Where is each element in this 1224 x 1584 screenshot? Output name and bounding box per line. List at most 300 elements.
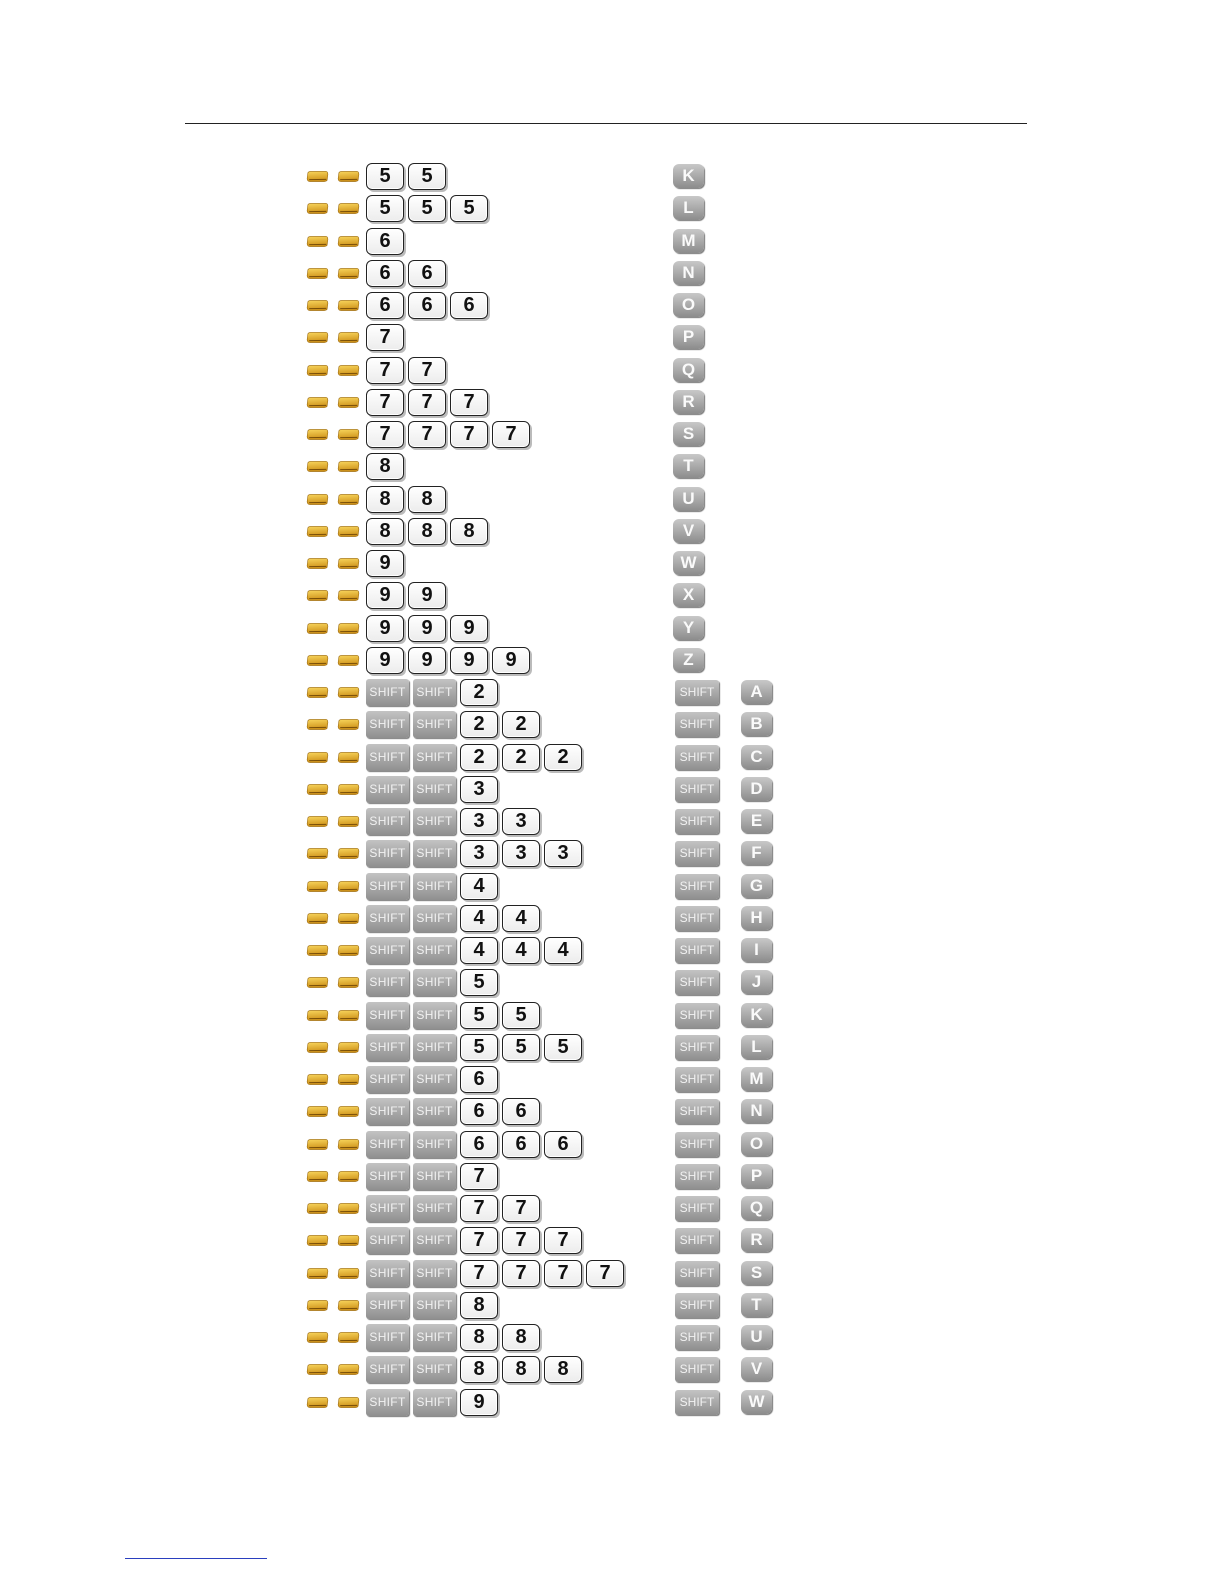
number-key: 9 xyxy=(366,647,404,674)
result-shift-key: SHIFT xyxy=(675,906,719,931)
result-shift-key: SHIFT xyxy=(675,1164,719,1189)
folded-hands-icon xyxy=(306,685,330,700)
folded-hands-icon xyxy=(306,1395,330,1410)
result-letter-key: S xyxy=(741,1261,772,1285)
shift-key: SHIFT xyxy=(413,679,456,706)
result-letter-key: J xyxy=(741,970,772,994)
result-shift-key: SHIFT xyxy=(675,1003,719,1028)
table-row xyxy=(0,1324,1224,1354)
folded-hands-icon xyxy=(337,943,361,958)
shift-key: SHIFT xyxy=(366,1260,409,1287)
result-letter-key: A xyxy=(741,680,772,704)
folded-hands-icon xyxy=(337,653,361,668)
number-key: 7 xyxy=(502,1260,540,1287)
result-letter-key: B xyxy=(741,712,772,736)
result-letter-key: D xyxy=(741,777,772,801)
table-row xyxy=(0,744,1224,774)
number-key: 7 xyxy=(366,421,404,448)
folded-hands-icon xyxy=(306,1040,330,1055)
number-key: 9 xyxy=(492,647,530,674)
result-shift-key: SHIFT xyxy=(675,841,719,866)
shift-key: SHIFT xyxy=(366,1356,409,1383)
table-row xyxy=(0,1260,1224,1290)
folded-hands-icon xyxy=(306,492,330,507)
shift-key: SHIFT xyxy=(413,840,456,867)
folded-hands-icon xyxy=(306,298,330,313)
shift-key: SHIFT xyxy=(366,776,409,803)
folded-hands-icon xyxy=(337,1201,361,1216)
shift-key: SHIFT xyxy=(366,873,409,900)
shift-key: SHIFT xyxy=(366,937,409,964)
folded-hands-icon xyxy=(337,234,361,249)
folded-hands-icon xyxy=(337,1330,361,1345)
number-key: 8 xyxy=(366,453,404,480)
number-key: 4 xyxy=(502,905,540,932)
number-key: 9 xyxy=(450,615,488,642)
key-sequence xyxy=(366,905,544,935)
number-key: 8 xyxy=(544,1356,582,1383)
table-row xyxy=(0,324,1224,354)
result-shift-key: SHIFT xyxy=(675,1067,719,1092)
key-sequence xyxy=(366,873,502,903)
folded-hands-icon xyxy=(337,975,361,990)
result-letter-key: O xyxy=(741,1132,772,1156)
result-shift-key: SHIFT xyxy=(675,1261,719,1286)
result-letter-key: S xyxy=(673,422,704,446)
folded-hands-icon xyxy=(306,621,330,636)
result-shift-key: SHIFT xyxy=(675,1196,719,1221)
table-row xyxy=(0,228,1224,258)
folded-hands-icon xyxy=(306,1072,330,1087)
result-letter-key: F xyxy=(741,841,772,865)
number-key: 7 xyxy=(408,421,446,448)
key-sequence xyxy=(366,1356,586,1386)
key-sequence xyxy=(366,1131,586,1161)
result-shift-key: SHIFT xyxy=(675,970,719,995)
result-letter-key: U xyxy=(673,487,704,511)
shift-key: SHIFT xyxy=(413,1066,456,1093)
number-key: 5 xyxy=(408,163,446,190)
folded-hands-icon xyxy=(306,814,330,829)
footnote-rule xyxy=(125,1558,267,1559)
result-letter-key: R xyxy=(741,1228,772,1252)
table-row xyxy=(0,1195,1224,1225)
number-key: 6 xyxy=(408,292,446,319)
number-key: 2 xyxy=(460,711,498,738)
number-key: 7 xyxy=(450,421,488,448)
number-key: 9 xyxy=(408,647,446,674)
folded-hands-icon xyxy=(306,1137,330,1152)
folded-hands-icon xyxy=(337,1008,361,1023)
folded-hands-icon xyxy=(337,524,361,539)
number-key: 6 xyxy=(460,1098,498,1125)
folded-hands-icon xyxy=(337,1395,361,1410)
table-row xyxy=(0,389,1224,419)
number-key: 4 xyxy=(460,905,498,932)
table-row xyxy=(0,1389,1224,1419)
result-shift-key: SHIFT xyxy=(675,874,719,899)
folded-hands-icon xyxy=(306,588,330,603)
shift-key: SHIFT xyxy=(413,1227,456,1254)
number-key: 3 xyxy=(502,808,540,835)
result-shift-key: SHIFT xyxy=(675,745,719,770)
result-shift-key: SHIFT xyxy=(675,1099,719,1124)
result-letter-key: W xyxy=(673,551,704,575)
key-sequence xyxy=(366,292,492,322)
result-letter-key: Z xyxy=(673,648,704,672)
folded-hands-icon xyxy=(337,685,361,700)
folded-hands-icon xyxy=(337,459,361,474)
folded-hands-icon xyxy=(337,1104,361,1119)
number-key: 5 xyxy=(460,1034,498,1061)
folded-hands-icon xyxy=(306,363,330,378)
number-key: 6 xyxy=(544,1131,582,1158)
table-row xyxy=(0,292,1224,322)
number-key: 6 xyxy=(460,1131,498,1158)
result-letter-key: K xyxy=(741,1003,772,1027)
key-sequence xyxy=(366,421,534,451)
number-key: 7 xyxy=(450,389,488,416)
key-sequence xyxy=(366,228,408,258)
key-sequence xyxy=(366,518,492,548)
shift-key: SHIFT xyxy=(366,1066,409,1093)
folded-hands-icon xyxy=(337,846,361,861)
table-row xyxy=(0,1131,1224,1161)
result-letter-key: Q xyxy=(673,358,704,382)
number-key: 6 xyxy=(366,292,404,319)
folded-hands-icon xyxy=(306,524,330,539)
key-sequence xyxy=(366,808,544,838)
folded-hands-icon xyxy=(306,234,330,249)
number-key: 7 xyxy=(586,1260,624,1287)
shift-key: SHIFT xyxy=(366,1131,409,1158)
number-key: 2 xyxy=(460,679,498,706)
table-row xyxy=(0,1356,1224,1386)
number-key: 9 xyxy=(366,615,404,642)
number-key: 8 xyxy=(460,1356,498,1383)
key-sequence xyxy=(366,1324,544,1354)
number-key: 9 xyxy=(460,1389,498,1416)
folded-hands-icon xyxy=(306,717,330,732)
number-key: 6 xyxy=(408,260,446,287)
number-key: 8 xyxy=(450,518,488,545)
table-row xyxy=(0,518,1224,548)
key-sequence xyxy=(366,1389,502,1419)
shift-key: SHIFT xyxy=(413,1292,456,1319)
result-letter-key: K xyxy=(673,164,704,188)
result-letter-key: H xyxy=(741,906,772,930)
folded-hands-icon xyxy=(306,459,330,474)
shift-key: SHIFT xyxy=(366,808,409,835)
number-key: 8 xyxy=(502,1324,540,1351)
key-sequence xyxy=(366,582,450,612)
number-key: 2 xyxy=(502,711,540,738)
table-row xyxy=(0,776,1224,806)
shift-key: SHIFT xyxy=(413,1260,456,1287)
folded-hands-icon xyxy=(337,363,361,378)
number-key: 7 xyxy=(366,324,404,351)
key-sequence xyxy=(366,1227,586,1257)
number-key: 6 xyxy=(502,1131,540,1158)
shift-key: SHIFT xyxy=(413,808,456,835)
result-letter-key: T xyxy=(741,1293,772,1317)
number-key: 7 xyxy=(460,1227,498,1254)
result-shift-key: SHIFT xyxy=(675,1228,719,1253)
key-sequence xyxy=(366,615,492,645)
table-row xyxy=(0,1066,1224,1096)
shift-key: SHIFT xyxy=(366,1227,409,1254)
number-key: 6 xyxy=(450,292,488,319)
folded-hands-icon xyxy=(337,1266,361,1281)
result-letter-key: L xyxy=(673,196,704,220)
result-letter-key: O xyxy=(673,293,704,317)
key-sequence xyxy=(366,1098,544,1128)
folded-hands-icon xyxy=(337,427,361,442)
number-key: 7 xyxy=(460,1195,498,1222)
folded-hands-icon xyxy=(337,814,361,829)
number-key: 3 xyxy=(460,840,498,867)
table-row xyxy=(0,647,1224,677)
number-key: 9 xyxy=(450,647,488,674)
key-sequence xyxy=(366,1195,544,1225)
shift-key: SHIFT xyxy=(413,873,456,900)
shift-key: SHIFT xyxy=(366,1098,409,1125)
shift-key: SHIFT xyxy=(413,744,456,771)
shift-key: SHIFT xyxy=(413,1002,456,1029)
folded-hands-icon xyxy=(306,782,330,797)
table-row xyxy=(0,1034,1224,1064)
shift-key: SHIFT xyxy=(413,1131,456,1158)
number-key: 2 xyxy=(460,744,498,771)
shift-key: SHIFT xyxy=(366,1034,409,1061)
result-shift-key: SHIFT xyxy=(675,1325,719,1350)
folded-hands-icon xyxy=(306,653,330,668)
result-shift-key: SHIFT xyxy=(675,809,719,834)
number-key: 7 xyxy=(502,1195,540,1222)
number-key: 4 xyxy=(460,873,498,900)
result-shift-key: SHIFT xyxy=(675,777,719,802)
shift-key: SHIFT xyxy=(366,1324,409,1351)
table-row xyxy=(0,421,1224,451)
result-letter-key: V xyxy=(741,1357,772,1381)
key-sequence xyxy=(366,1034,586,1064)
table-row xyxy=(0,453,1224,483)
folded-hands-icon xyxy=(306,330,330,345)
folded-hands-icon xyxy=(337,621,361,636)
key-sequence xyxy=(366,679,502,709)
shift-key: SHIFT xyxy=(413,937,456,964)
number-key: 9 xyxy=(366,550,404,577)
result-letter-key: M xyxy=(741,1067,772,1091)
result-letter-key: P xyxy=(673,325,704,349)
table-row xyxy=(0,1227,1224,1257)
result-letter-key: L xyxy=(741,1035,772,1059)
number-key: 7 xyxy=(492,421,530,448)
folded-hands-icon xyxy=(306,1330,330,1345)
shift-key: SHIFT xyxy=(366,905,409,932)
number-key: 5 xyxy=(366,163,404,190)
key-sequence xyxy=(366,744,586,774)
shift-key: SHIFT xyxy=(413,1324,456,1351)
result-letter-key: U xyxy=(741,1325,772,1349)
table-row xyxy=(0,711,1224,741)
folded-hands-icon xyxy=(337,169,361,184)
key-sequence xyxy=(366,1292,502,1322)
number-key: 2 xyxy=(502,744,540,771)
table-row xyxy=(0,163,1224,193)
result-letter-key: E xyxy=(741,809,772,833)
number-key: 9 xyxy=(408,582,446,609)
number-key: 5 xyxy=(366,195,404,222)
number-key: 7 xyxy=(366,389,404,416)
table-row xyxy=(0,1163,1224,1193)
shift-key: SHIFT xyxy=(413,1356,456,1383)
folded-hands-icon xyxy=(337,1233,361,1248)
folded-hands-icon xyxy=(337,879,361,894)
table-row xyxy=(0,873,1224,903)
number-key: 2 xyxy=(544,744,582,771)
number-key: 8 xyxy=(366,518,404,545)
table-row xyxy=(0,1002,1224,1032)
key-sequence xyxy=(366,969,502,999)
table-row xyxy=(0,840,1224,870)
folded-hands-icon xyxy=(306,1233,330,1248)
table-row xyxy=(0,357,1224,387)
result-letter-key: Q xyxy=(741,1196,772,1220)
shift-key: SHIFT xyxy=(366,1195,409,1222)
folded-hands-icon xyxy=(337,330,361,345)
number-key: 7 xyxy=(408,389,446,416)
number-key: 7 xyxy=(366,357,404,384)
number-key: 6 xyxy=(366,260,404,287)
number-key: 8 xyxy=(502,1356,540,1383)
shift-key: SHIFT xyxy=(366,1163,409,1190)
table-row xyxy=(0,905,1224,935)
table-row xyxy=(0,679,1224,709)
result-shift-key: SHIFT xyxy=(675,712,719,737)
number-key: 9 xyxy=(366,582,404,609)
shift-key: SHIFT xyxy=(413,1195,456,1222)
result-letter-key: V xyxy=(673,519,704,543)
number-key: 4 xyxy=(502,937,540,964)
key-sequence xyxy=(366,840,586,870)
result-shift-key: SHIFT xyxy=(675,680,719,705)
result-letter-key: C xyxy=(741,745,772,769)
folded-hands-icon xyxy=(306,169,330,184)
shift-key: SHIFT xyxy=(366,1389,409,1416)
number-key: 7 xyxy=(460,1163,498,1190)
table-row xyxy=(0,1292,1224,1322)
shift-key: SHIFT xyxy=(413,711,456,738)
number-key: 5 xyxy=(408,195,446,222)
key-sequence xyxy=(366,1163,502,1193)
shift-key: SHIFT xyxy=(366,969,409,996)
folded-hands-icon xyxy=(306,201,330,216)
folded-hands-icon xyxy=(306,1298,330,1313)
folded-hands-icon xyxy=(337,1072,361,1087)
key-sequence xyxy=(366,486,450,516)
result-letter-key: G xyxy=(741,874,772,898)
folded-hands-icon xyxy=(337,588,361,603)
key-sequence xyxy=(366,1066,502,1096)
folded-hands-icon xyxy=(337,395,361,410)
number-key: 8 xyxy=(460,1292,498,1319)
folded-hands-icon xyxy=(306,427,330,442)
number-key: 5 xyxy=(450,195,488,222)
folded-hands-icon xyxy=(337,201,361,216)
key-sequence xyxy=(366,647,534,677)
folded-hands-icon xyxy=(337,1137,361,1152)
folded-hands-icon xyxy=(306,1008,330,1023)
shift-key: SHIFT xyxy=(366,840,409,867)
number-key: 7 xyxy=(408,357,446,384)
table-row xyxy=(0,260,1224,290)
key-sequence xyxy=(366,195,492,225)
shift-key: SHIFT xyxy=(413,1389,456,1416)
folded-hands-icon xyxy=(306,1104,330,1119)
key-sequence xyxy=(366,389,492,419)
number-key: 7 xyxy=(544,1260,582,1287)
key-sequence xyxy=(366,163,450,193)
result-letter-key: I xyxy=(741,938,772,962)
folded-hands-icon xyxy=(337,717,361,732)
key-sequence xyxy=(366,260,450,290)
folded-hands-icon xyxy=(337,1362,361,1377)
result-shift-key: SHIFT xyxy=(675,1132,719,1157)
folded-hands-icon xyxy=(306,395,330,410)
folded-hands-icon xyxy=(306,1266,330,1281)
number-key: 6 xyxy=(502,1098,540,1125)
folded-hands-icon xyxy=(337,782,361,797)
table-row xyxy=(0,808,1224,838)
result-shift-key: SHIFT xyxy=(675,1035,719,1060)
folded-hands-icon xyxy=(337,556,361,571)
key-sequence xyxy=(366,357,450,387)
shift-key: SHIFT xyxy=(366,744,409,771)
table-row xyxy=(0,195,1224,225)
number-key: 3 xyxy=(460,776,498,803)
number-key: 5 xyxy=(502,1034,540,1061)
table-row xyxy=(0,582,1224,612)
result-letter-key: N xyxy=(741,1099,772,1123)
number-key: 7 xyxy=(460,1260,498,1287)
key-sequence xyxy=(366,937,586,967)
table-row xyxy=(0,615,1224,645)
folded-hands-icon xyxy=(337,298,361,313)
number-key: 4 xyxy=(544,937,582,964)
table-row xyxy=(0,937,1224,967)
shift-key: SHIFT xyxy=(366,711,409,738)
number-key: 3 xyxy=(544,840,582,867)
shift-key: SHIFT xyxy=(413,776,456,803)
result-letter-key: W xyxy=(741,1390,772,1414)
folded-hands-icon xyxy=(337,750,361,765)
key-sequence xyxy=(366,550,408,580)
result-shift-key: SHIFT xyxy=(675,1293,719,1318)
number-key: 8 xyxy=(408,486,446,513)
shift-key: SHIFT xyxy=(413,1098,456,1125)
number-key: 4 xyxy=(460,937,498,964)
result-letter-key: P xyxy=(741,1164,772,1188)
number-key: 5 xyxy=(460,969,498,996)
folded-hands-icon xyxy=(306,1362,330,1377)
folded-hands-icon xyxy=(306,266,330,281)
number-key: 3 xyxy=(460,808,498,835)
folded-hands-icon xyxy=(306,879,330,894)
result-shift-key: SHIFT xyxy=(675,1357,719,1382)
result-letter-key: N xyxy=(673,261,704,285)
shift-key: SHIFT xyxy=(413,969,456,996)
